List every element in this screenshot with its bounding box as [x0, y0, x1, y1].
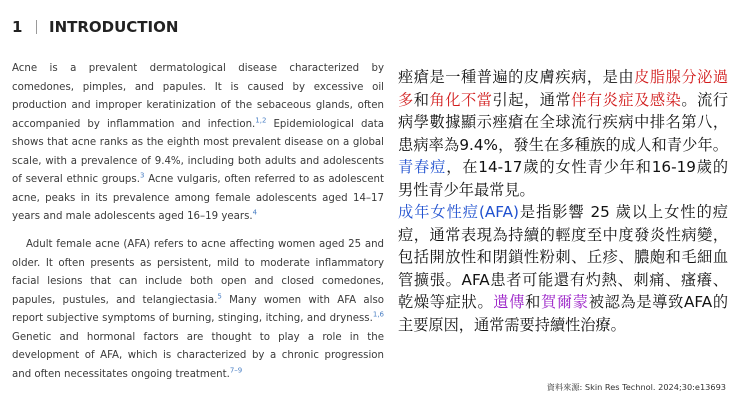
text-run: Epidemiological data shows that acne ranks as the eighth most prevalent disease on a global scale, with a prevalence of 9.4%, including both adults and adolescents of several ethnic groups. — [12, 118, 384, 185]
reference-superscript[interactable]: 1,6 — [372, 310, 384, 319]
source-citation: 資料來源: Skin Res Technol. 2024;30:e13693 — [546, 382, 726, 392]
chinese-paragraph-1 — [398, 66, 728, 201]
text-run: 痤瘡是一種普遍的皮膚疾病，是由 — [398, 68, 635, 86]
section-number: 1 — [12, 18, 23, 36]
reference-superscript[interactable]: 3 — [139, 171, 145, 180]
chinese-summary — [398, 66, 728, 336]
highlighted-term: 成年女性痘(AFA) — [398, 203, 519, 221]
chinese-paragraph-2 — [398, 201, 728, 336]
text-run: ，在14-17歲的女性青少年和16-19歲的男性青少年最常見。 — [398, 158, 729, 199]
reference-superscript[interactable]: 7–9 — [229, 366, 243, 375]
highlighted-term: 伴有炎症及感染 — [571, 90, 682, 109]
text-run: Genetic and hormonal factors are thought to play a role in the development of AFA, which is characterized by a chronic progression and often necessitates ongoing treatment. — [12, 331, 384, 380]
text-run: Acne is a prevalent dermatological disease characterized by comedones, pimples, and papules. It is caused by excessive oil production and improper keratinization of the sebaceous glands, often accompanied by inflammation and infection. — [12, 63, 384, 130]
highlighted-term: 賀爾蒙 — [541, 293, 589, 311]
text-run: Acne vulgaris, often referred to as adolescent acne, peaks in its prevalence among female adolescents aged 14–17 years and male adolescents aged 16–19 years. — [12, 174, 384, 222]
text-run: 和 — [413, 90, 430, 109]
text-run: Many women with AFA also report subjective symptoms of burning, stinging, itching, and dryness. — [12, 294, 384, 324]
text-run: 被認為是導致AFA的主要原因，通常需要持續性治療。 — [398, 293, 729, 334]
text-run: Adult female acne (AFA) refers to acne affecting women aged 25 and older. It often presents as persistent, mild to moderate inflammatory facial lesions that can include both open and closed comedones, papules, pustules, and telangiectasia. — [12, 239, 384, 306]
text-run: 。流行病學數據顯示痤瘡在全球流行疾病中排名第八，患病率為9.4%，發生在多種族的成人和青少年。 — [398, 90, 729, 154]
text-run: 引起，通常 — [492, 90, 572, 109]
reference-superscript[interactable]: 1,2 — [255, 116, 267, 125]
highlighted-term: 青春痘 — [398, 158, 447, 176]
text-run: 是指影響 25 歲以上女性的痘痘，通常表現為持續的輕度至中度發炎性病變，包括開放性和閉鎖性粉刺、丘疹、膿皰和毛細血管擴張。AFA患者可能還有灼熱、刺痛、瘙癢、乾燥等症狀。 — [398, 203, 728, 311]
reference-superscript[interactable]: 4 — [252, 208, 258, 217]
english-paragraph-1 — [12, 60, 384, 227]
highlighted-term: 遺傳 — [493, 293, 526, 311]
highlighted-term: 皮脂腺分泌過多 — [398, 68, 729, 109]
section-title: INTRODUCTION — [49, 18, 179, 36]
section-heading — [12, 18, 178, 36]
english-paragraph-2 — [12, 236, 384, 384]
reference-superscript[interactable]: 5 — [217, 292, 222, 301]
highlighted-term: 角化不當 — [429, 90, 493, 109]
heading-divider — [36, 20, 37, 34]
text-run: 和 — [525, 293, 542, 311]
